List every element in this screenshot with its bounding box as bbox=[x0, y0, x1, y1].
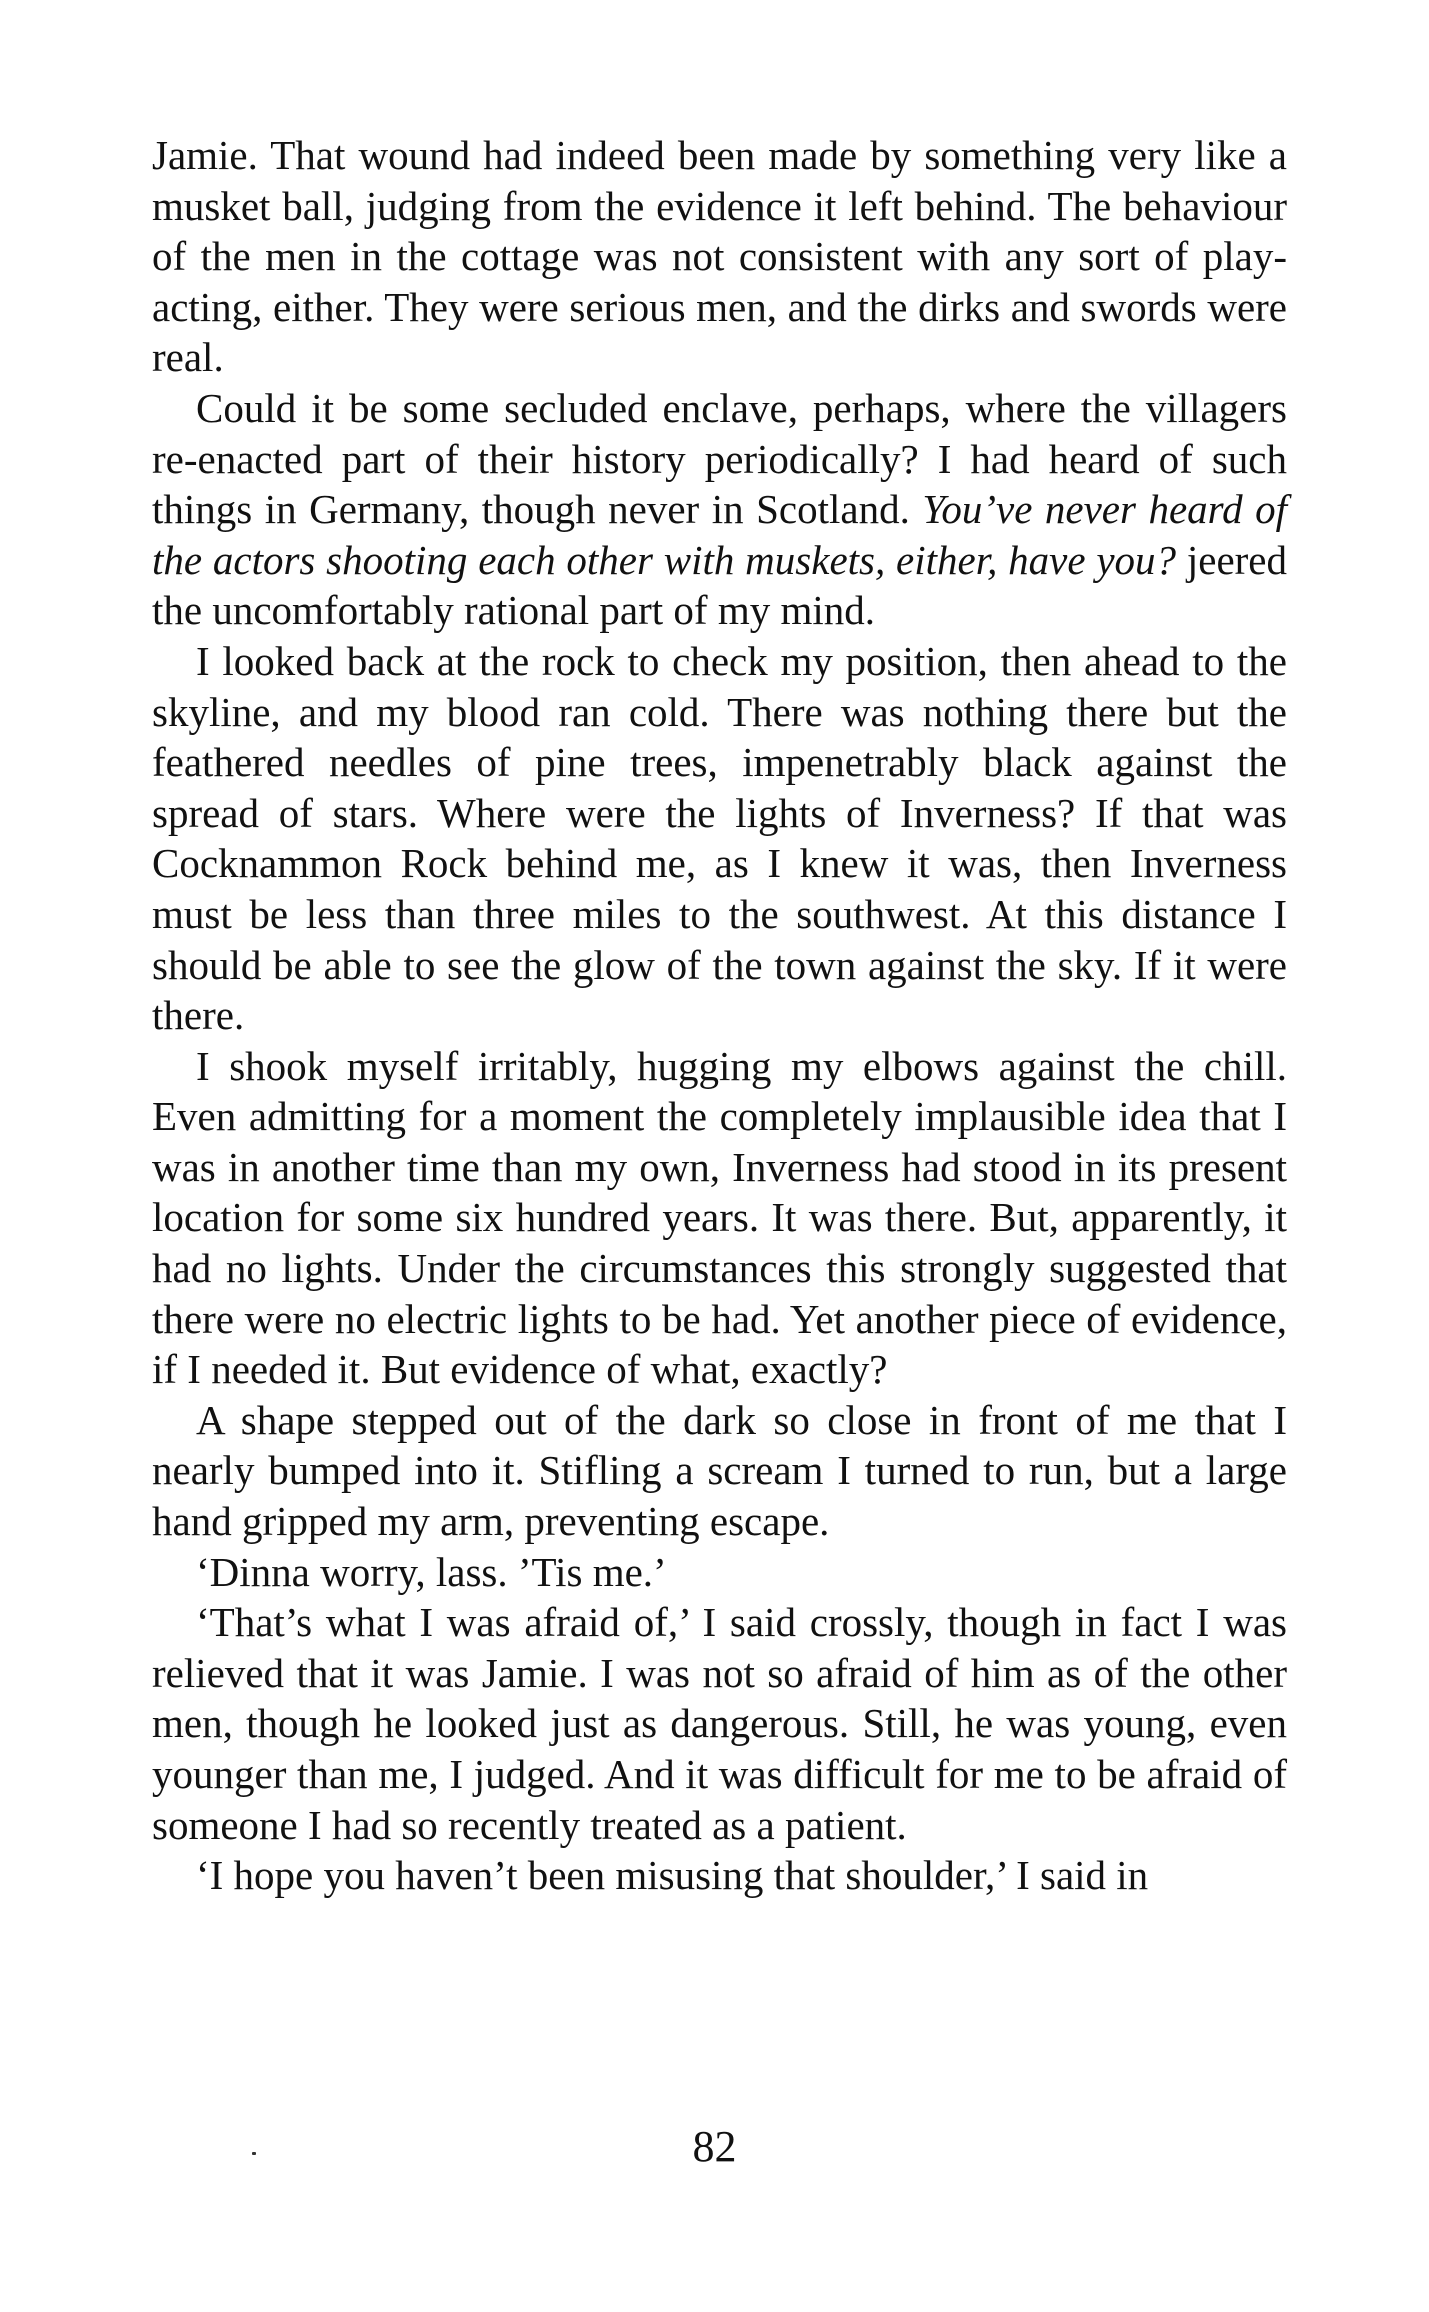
paragraph-5-text: A shape stepped out of the dark so close in front of me that I nearly bumped into it. Stifling a scream I turned to run, but a large hand gripped my arm, preventing escape. bbox=[152, 1396, 1287, 1545]
paragraph-4-text: I shook myself irritably, hugging my elbows against the chill. Even admitting for a moment the completely implausible idea that I was in another time than my own, Inverness had stood in its present location for some six hundred years. It was there. But, apparently, it had no lights. Under the circumstances this strongly suggested that there were no electric lights to be had. Yet another piece of evidence, if I needed it. But evidence of what, exactly? bbox=[152, 1042, 1287, 1393]
paragraph-4 bbox=[152, 1041, 1287, 1395]
paragraph-2-italic-text: You’ve never heard of the actors shooting each other with muskets, either, have you? bbox=[152, 486, 1287, 583]
paragraph-1 bbox=[152, 130, 1287, 383]
paragraph-3 bbox=[152, 636, 1287, 1041]
paragraph-6-text: ‘Dinna worry, lass. ’Tis me.’ bbox=[196, 1548, 667, 1595]
paragraph-7-text: ‘That’s what I was afraid of,’ I said crossly, though in fact I was relieved that it was Jamie. I was not so afraid of him as of the other men, though he looked just as dangerous. Still, he was young, even younger than me, I judged. And it was difficult for me to be afraid of someone I had so recently treated as a patient. bbox=[152, 1599, 1287, 1848]
paragraph-6 bbox=[152, 1547, 1287, 1598]
paragraph-8-text: ‘I hope you haven’t been misusing that shoulder,’ I said in bbox=[196, 1852, 1149, 1899]
paragraph-2-text: Could it be some secluded enclave, perhaps, where the villagers re-enacted part of their history periodically? I had heard of such things in Germany, though never in Scotland. bbox=[152, 384, 1287, 533]
paragraph-1-text: Jamie. That wound had indeed been made by something very like a musket ball, judging from the evidence it left behind. The behaviour of the men in the cottage was not consistent with any sort of play-acting, either. They were serious men, and the dirks and swords were real. bbox=[152, 132, 1287, 381]
paragraph-7 bbox=[152, 1597, 1287, 1850]
paragraph-2 bbox=[152, 383, 1287, 636]
page-number: 82 bbox=[692, 2122, 737, 2171]
paragraph-5 bbox=[152, 1395, 1287, 1547]
body-text bbox=[152, 130, 1287, 1901]
paragraph-2-text-end: jeered the uncomfortably rational part of my mind. bbox=[152, 536, 1287, 634]
paragraph-8 bbox=[152, 1850, 1287, 1901]
paragraph-3-text: I looked back at the rock to check my position, then ahead to the skyline, and my blood ran cold. There was nothing there but the feathered needles of pine trees, impenetrably black against the spread of stars. Where were the lights of Inverness? If that was Cocknammon Rock behind me, as I knew it was, then Inverness must be less than three miles to the southwest. At this distance I should be able to see the glow of the town against the sky. If it were there. bbox=[152, 637, 1287, 1039]
